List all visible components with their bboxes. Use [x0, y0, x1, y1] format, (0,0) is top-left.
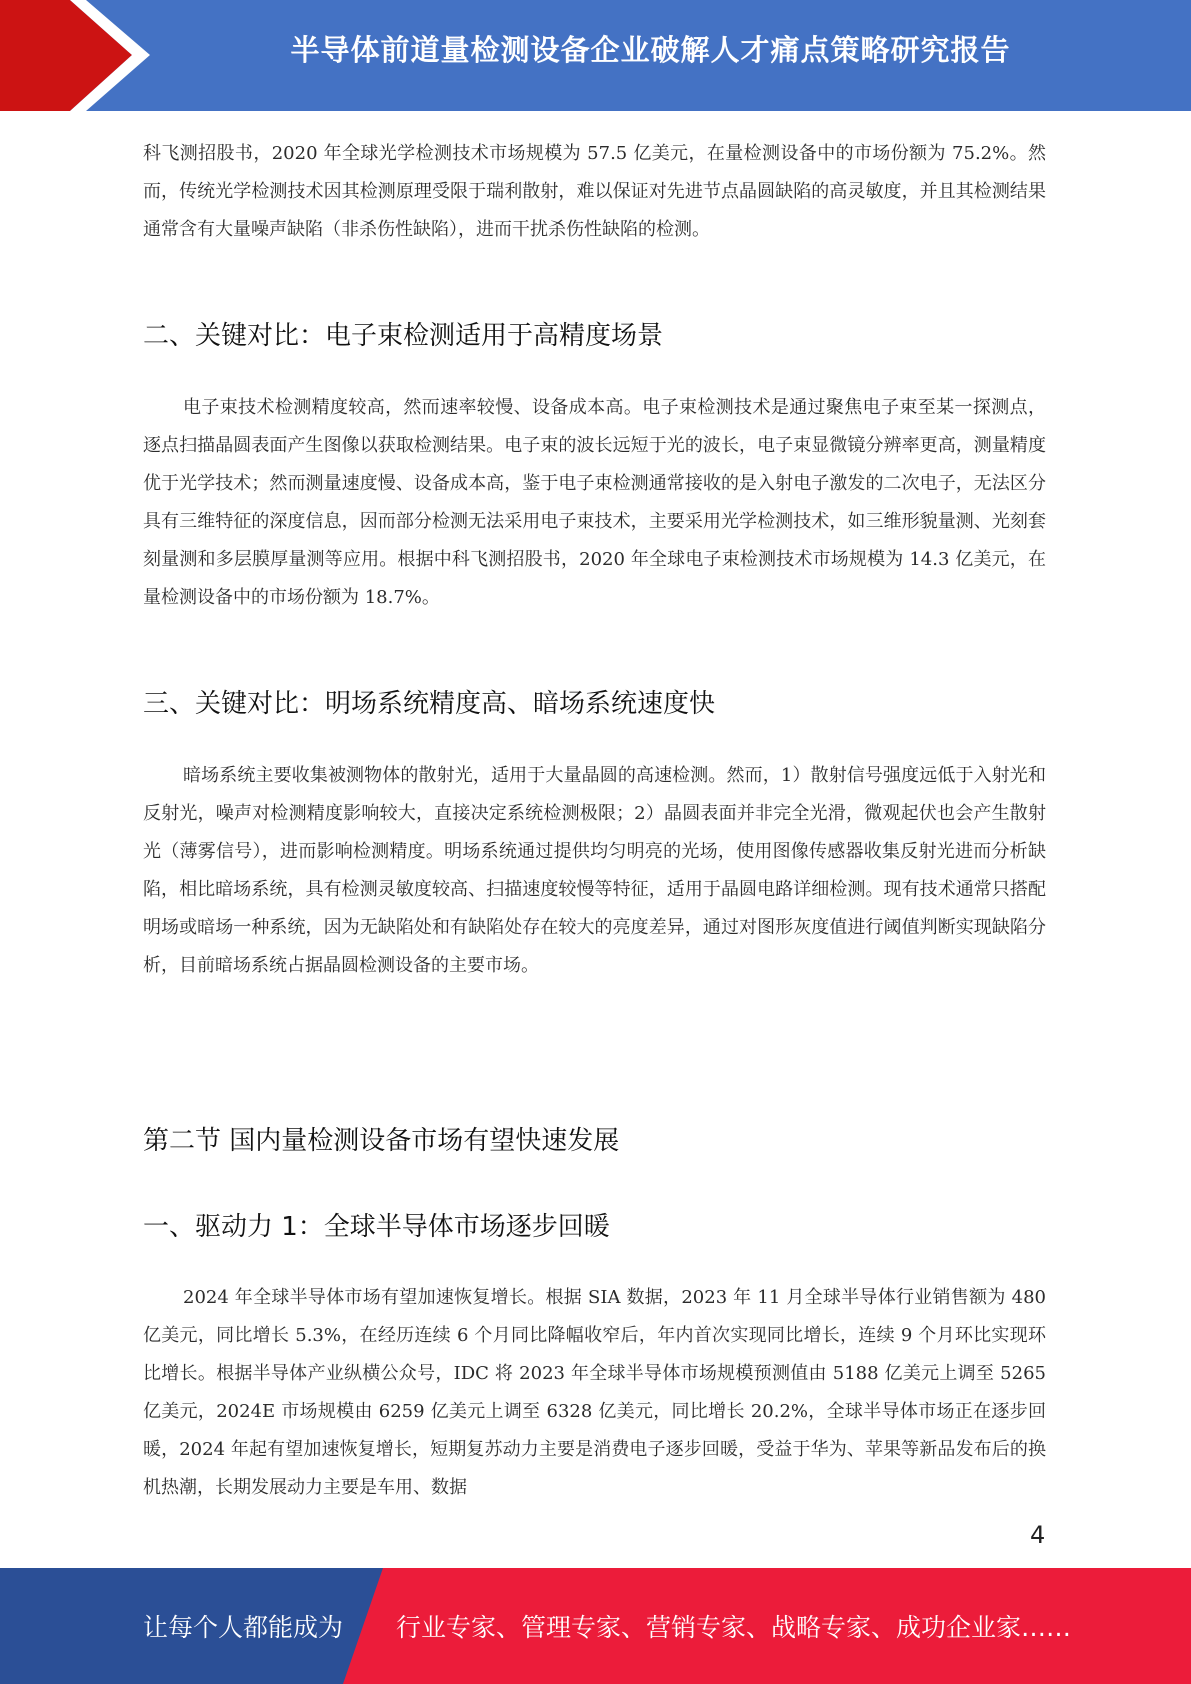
paragraph-electron-beam	[143, 389, 1046, 617]
paragraph-dark-field	[143, 757, 1046, 985]
heading-bright-dark-field: 三、关键对比：明场系统精度高、暗场系统速度快	[143, 689, 716, 719]
page-header	[0, 0, 1191, 111]
paragraph: 科飞测招股书，2020 年全球光学检测技术市场规模为 57.5 亿美元，在量检测设备中的市场份额为 75.2%。然而，传统光学检测技术因其检测原理受限于瑞利散射，难以保证对先进节点晶圆缺陷的高灵敏度，并且其检测结果通常含有大量噪声缺陷（非杀伤性缺陷），进而干扰杀伤性缺陷的检测。	[143, 143, 1046, 240]
heading-electron-beam: 二、关键对比：电子束检测适用于高精度场景	[143, 321, 664, 351]
section-title: 第二节 国内量检测设备市场有望快速发展	[143, 1126, 620, 1156]
heading-driver-one: 一、驱动力 1：全球半导体市场逐步回暖	[143, 1212, 610, 1242]
paragraph: 2024 年全球半导体市场有望加速恢复增长。根据 SIA 数据，2023 年 11 月全球半导体行业销售额为 480 亿美元，同比增长 5.3%，在经历连续 6 个月同比降幅收窄后，年内首次实现同比增长，连续 9 个月环比实现环比增长。根据半导体产业纵横公众号，IDC 将 2023 年全球半导体市场规模预测值由 5188 亿美元上调至 5265 亿美元，2024E 市场规模由 6259 亿美元上调至 6328 亿美元，同比增长 20.2%，全球半导体市场正在逐步回暖，2024 年起有望加速恢复增长，短期复苏动力主要是消费电子逐步回暖，受益于华为、苹果等新品发布后的换机热潮，长期发展动力主要是车用、数据	[143, 1287, 1046, 1498]
paragraph-global-market	[143, 1279, 1046, 1507]
page-footer	[0, 1568, 1191, 1684]
page-number: 4	[1030, 1521, 1046, 1549]
paragraph: 电子束技术检测精度较高，然而速率较慢、设备成本高。电子束检测技术是通过聚焦电子束至某一探测点，逐点扫描晶圆表面产生图像以获取检测结果。电子束的波长远短于光的波长，电子束显微镜分辨率更高，测量精度优于光学技术；然而测量速度慢、设备成本高，鉴于电子束检测通常接收的是入射电子激发的二次电子，无法区分具有三维特征的深度信息，因而部分检测无法采用电子束技术，主要采用光学检测技术，如三维形貌量测、光刻套刻量测和多层膜厚量测等应用。根据中科飞测招股书，2020 年全球电子束检测技术市场规模为 14.3 亿美元，在量检测设备中的市场份额为 18.7%。	[143, 397, 1046, 608]
footer-slogan-left: 让每个人都能成为	[143, 1613, 344, 1642]
paragraph: 暗场系统主要收集被测物体的散射光，适用于大量晶圆的高速检测。然而，1）散射信号强度远低于入射光和反射光，噪声对检测精度影响较大，直接决定系统检测极限；2）晶圆表面并非完全光滑，微观起伏也会产生散射光（薄雾信号），进而影响检测精度。明场系统通过提供均匀明亮的光场，使用图像传感器收集反射光进而分析缺陷，相比暗场系统，具有检测灵敏度较高、扫描速度较慢等特征，适用于晶圆电路详细检测。现有技术通常只搭配明场或暗场一种系统，因为无缺陷处和有缺陷处存在较大的亮度差异，通过对图形灰度值进行阈值判断实现缺陷分析，目前暗场系统占据晶圆检测设备的主要市场。	[143, 765, 1046, 976]
footer-slogan-right: 行业专家、管理专家、营销专家、战略专家、成功企业家……	[396, 1613, 1072, 1642]
paragraph-optical-intro	[143, 135, 1046, 249]
report-title: 半导体前道量检测设备企业破解人才痛点策略研究报告	[290, 33, 1011, 67]
